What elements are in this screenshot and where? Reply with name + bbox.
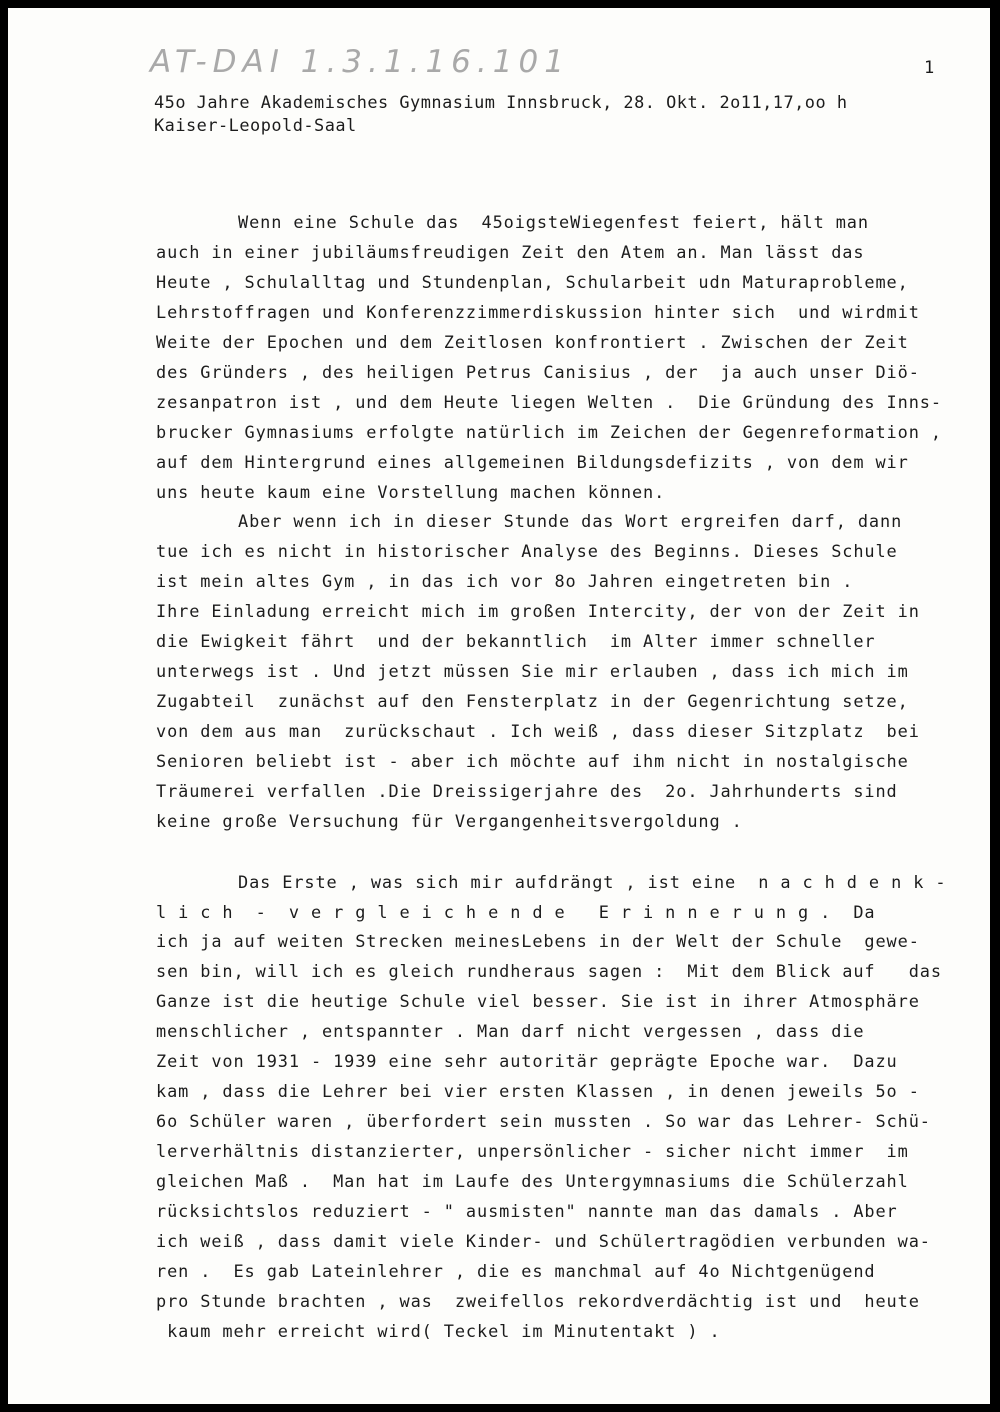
text-line: Ganze ist die heutige Schule viel besser. Sie ist in ihrer Atmosphäre xyxy=(156,991,920,1011)
text-line: Träumerei verfallen .Die Dreissigerjahre des 2o. Jahrhunderts sind xyxy=(156,781,898,801)
text-line: des Gründers , des heiligen Petrus Canisius , der ja auch unser Diö- xyxy=(156,362,920,382)
text-line: unterwegs ist . Und jetzt müssen Sie mir erlauben , dass ich mich im xyxy=(156,661,909,681)
text-line: von dem aus man zurückschaut . Ich weiß , dass dieser Sitzplatz bei xyxy=(156,721,920,741)
text-line: Wenn eine Schule das 45oigsteWiegenfest feiert, hält man xyxy=(238,212,869,232)
text-line: sen bin, will ich es gleich rundheraus sagen : Mit dem Blick auf das xyxy=(156,961,942,981)
text-line: pro Stunde brachten , was zweifellos rekordverdächtig ist und heute xyxy=(156,1291,920,1311)
text-line: menschlicher , entspannter . Man darf nicht vergessen , dass die xyxy=(156,1021,865,1041)
text-line: Zugabteil zunächst auf den Fensterplatz in der Gegenrichtung setze, xyxy=(156,691,909,711)
text-line: Heute , Schulalltag und Stundenplan, Schularbeit udn Maturaprobleme, xyxy=(156,272,909,292)
text-line: brucker Gymnasiums erfolgte natürlich im Zeichen der Gegenreformation , xyxy=(156,422,942,442)
text-line: rücksichtslos reduziert - " ausmisten" nannte man das damals . Aber xyxy=(156,1201,898,1221)
text-line: ren . Es gab Lateinlehrer , die es manchmal auf 4o Nichtgenügend xyxy=(156,1261,876,1281)
text-line: gleichen Maß . Man hat im Laufe des Untergymnasiums die Schülerzahl xyxy=(156,1171,909,1191)
text-line: Senioren beliebt ist - aber ich möchte auf ihm nicht in nostalgische xyxy=(156,751,909,771)
text-line: 6o Schüler waren , überfordert sein mussten . So war das Lehrer- Schü- xyxy=(156,1111,931,1131)
text-line: kaum mehr erreicht wird( Teckel im Minutentakt ) . xyxy=(156,1321,721,1341)
document-page xyxy=(8,8,990,1404)
text-line: Zeit von 1931 - 1939 eine sehr autoritär geprägte Epoche war. Dazu xyxy=(156,1051,898,1071)
text-line: tue ich es nicht in historischer Analyse des Beginns. Dieses Schule xyxy=(156,541,898,561)
text-line: uns heute kaum eine Vorstellung machen können. xyxy=(156,482,666,502)
text-line: auf dem Hintergrund eines allgemeinen Bildungsdefizits , von dem wir xyxy=(156,452,909,472)
page-number: 1 xyxy=(924,58,935,78)
header-venue: Kaiser-Leopold-Saal xyxy=(154,115,357,135)
text-line: Lehrstoffragen und Konferenzzimmerdiskussion hinter sich und wirdmit xyxy=(156,302,920,322)
header-title: 45o Jahre Akademisches Gymnasium Innsbruck, 28. Okt. 2o11,17,oo h xyxy=(154,92,848,112)
text-line: Das Erste , was sich mir aufdrängt , ist eine n a c h d e n k - xyxy=(238,872,947,892)
text-line: auch in einer jubiläumsfreudigen Zeit den Atem an. Man lässt das xyxy=(156,242,865,262)
text-line: lerverhältnis distanzierter, unpersönlicher - sicher nicht immer im xyxy=(156,1141,909,1161)
text-line: ist mein altes Gym , in das ich vor 8o Jahren eingetreten bin . xyxy=(156,571,854,591)
archive-reference: AT-DAI 1.3.1.16.101 xyxy=(150,44,570,80)
text-line: die Ewigkeit fährt und der bekanntlich im Alter immer schneller xyxy=(156,631,876,651)
text-line: ich weiß , dass damit viele Kinder- und Schülertragödien verbunden wa- xyxy=(156,1231,931,1251)
text-line: kam , dass die Lehrer bei vier ersten Klassen , in denen jeweils 5o - xyxy=(156,1081,920,1101)
text-line: Aber wenn ich in dieser Stunde das Wort ergreifen darf, dann xyxy=(238,511,903,531)
text-line: ich ja auf weiten Strecken meinesLebens in der Welt der Schule gewe- xyxy=(156,931,920,951)
text-line: l i c h - v e r g l e i c h e n d e E r i n n e r u n g . Da xyxy=(156,902,876,922)
text-line: zesanpatron ist , und dem Heute liegen Welten . Die Gründung des Inns- xyxy=(156,392,942,412)
text-line: Ihre Einladung erreicht mich im großen Intercity, der von der Zeit in xyxy=(156,601,920,621)
text-line: keine große Versuchung für Vergangenheitsvergoldung . xyxy=(156,811,743,831)
text-line: Weite der Epochen und dem Zeitlosen konfrontiert . Zwischen der Zeit xyxy=(156,332,909,352)
